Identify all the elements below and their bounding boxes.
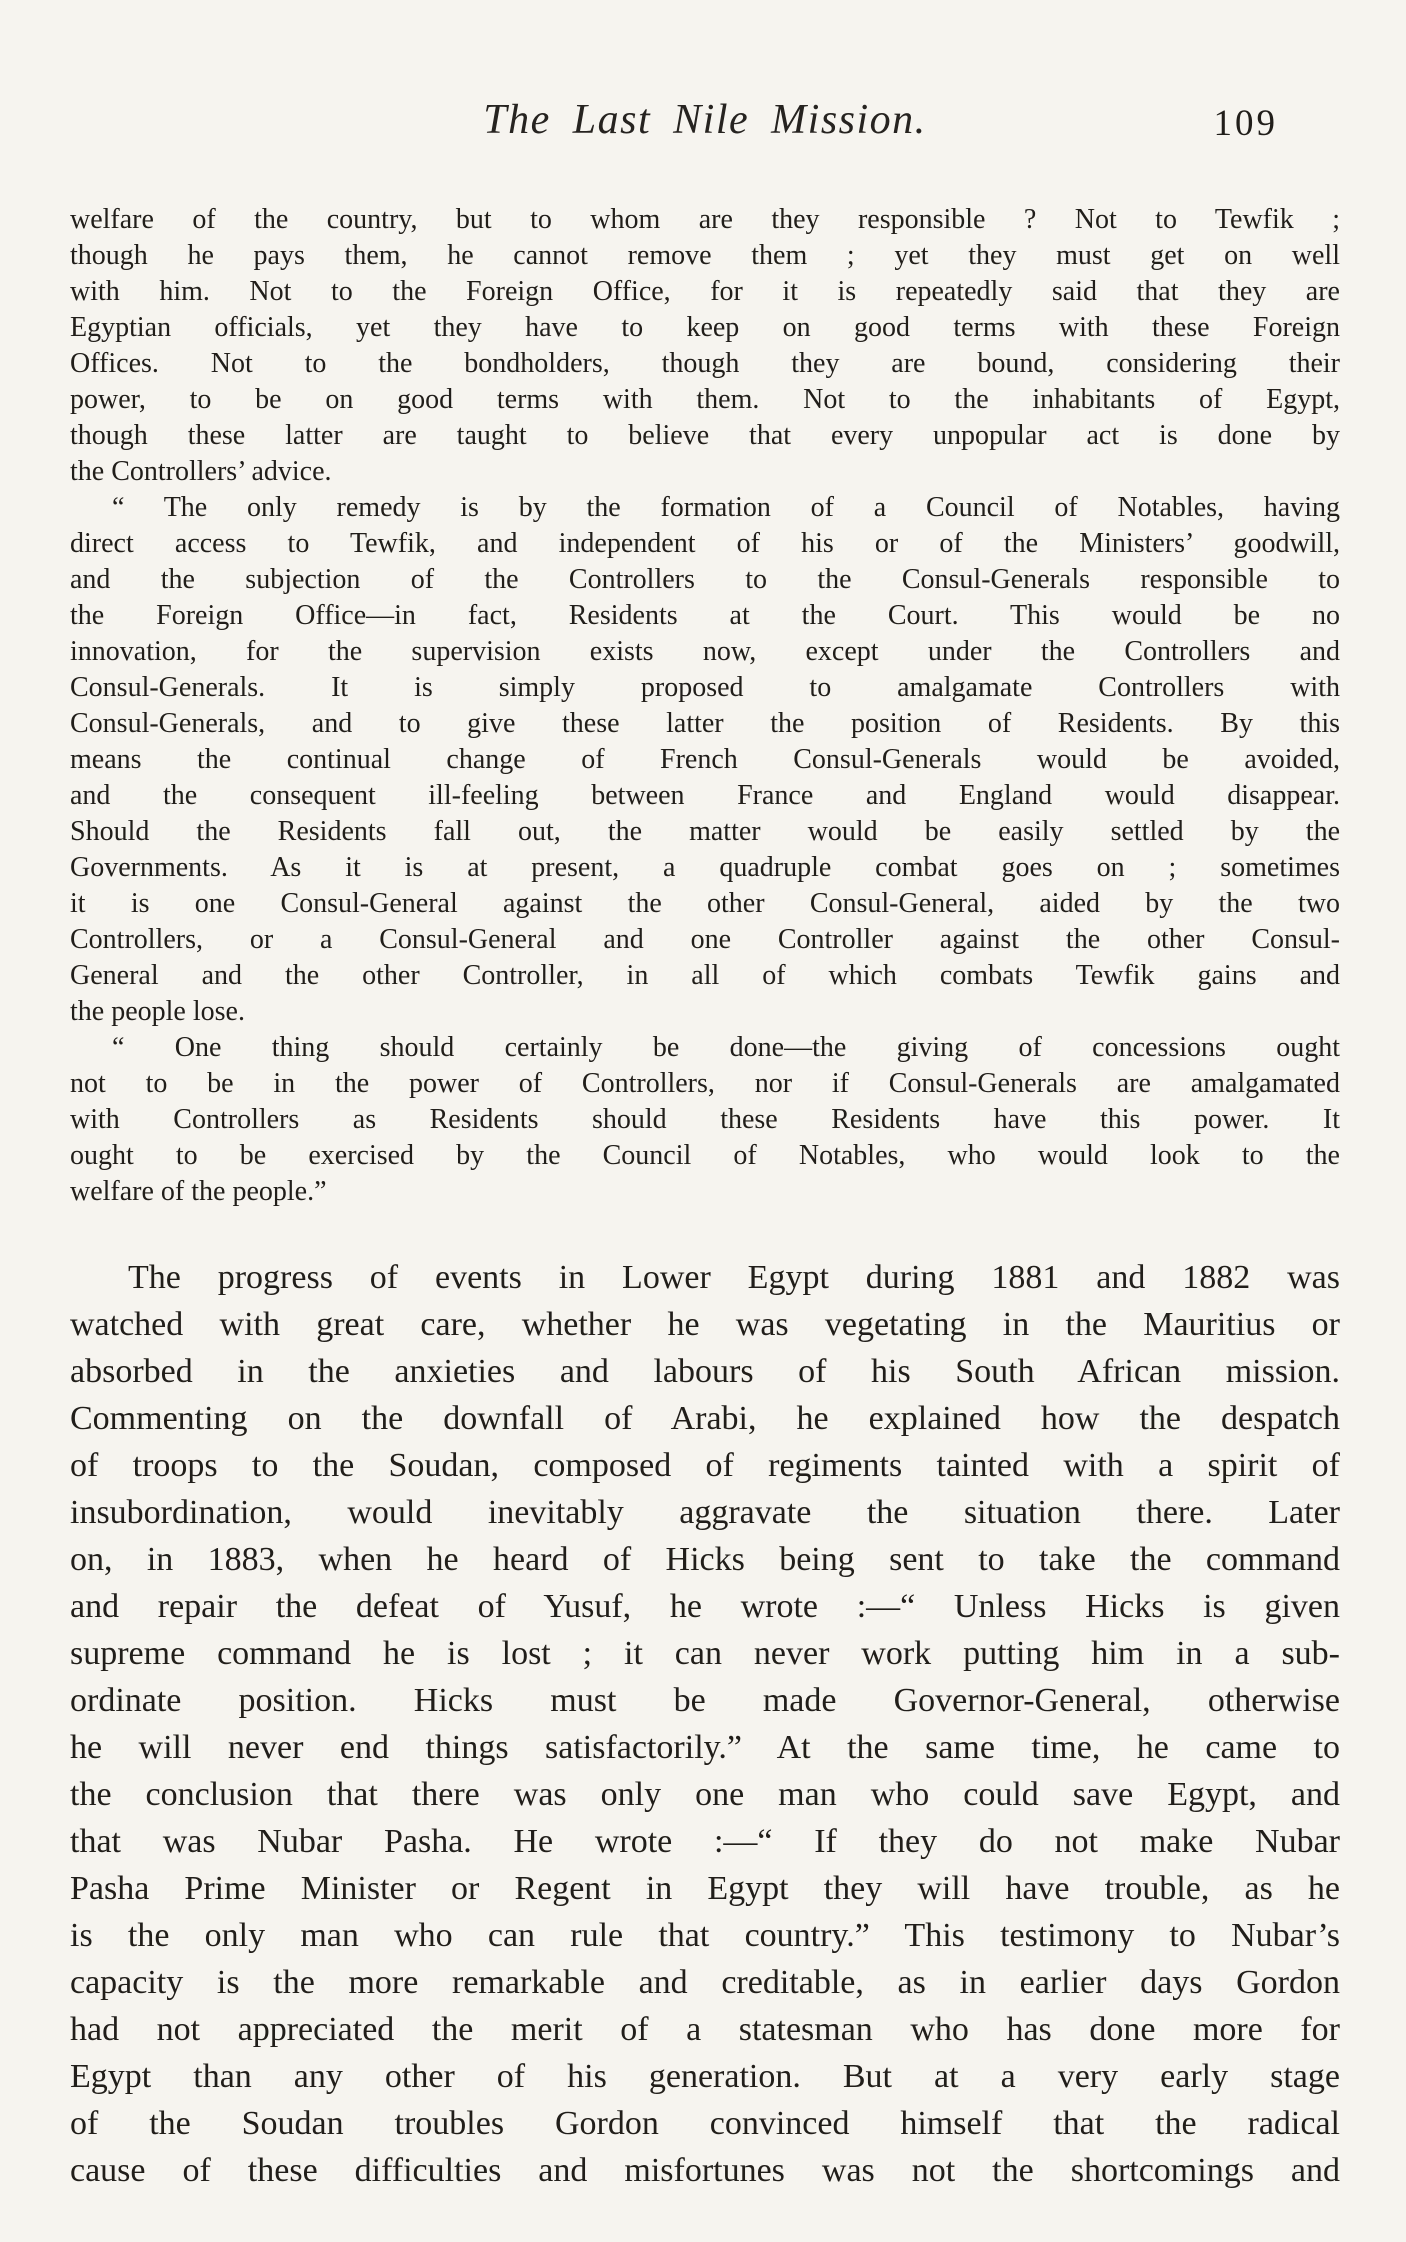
text-line: the people lose.	[70, 996, 245, 1027]
body-text-block	[70, 1254, 1340, 2194]
quoted-excerpt-block	[70, 202, 1340, 1210]
text-line: Pasha Prime Minister or Regent in Egypt they will have trouble, as he	[70, 1870, 1340, 1907]
text-line: absorbed in the anxieties and labours of his South African mission.	[70, 1353, 1340, 1390]
text-line: Governments. As it is at present, a quadruple combat goes on ; sometimes	[70, 852, 1340, 883]
text-line: watched with great care, whether he was vegetating in the Mauritius or	[70, 1306, 1340, 1343]
text-line: innovation, for the supervision exists now, except under the Controllers and	[70, 636, 1340, 667]
text-line: Egypt than any other of his generation. But at a very early stage	[70, 2058, 1340, 2095]
text-line: welfare of the country, but to whom are they responsible ? Not to Tewfik ;	[70, 204, 1340, 235]
text-line: General and the other Controller, in all of which combats Tewfik gains and	[70, 960, 1340, 991]
text-line: he will never end things satisfactorily.” At the same time, he came to	[70, 1729, 1340, 1766]
text-line: means the continual change of French Consul-Generals would be avoided,	[70, 744, 1340, 775]
body-paragraph-1	[70, 1254, 1340, 2194]
text-line: the conclusion that there was only one man who could save Egypt, and	[70, 1776, 1340, 1813]
text-line: of troops to the Soudan, composed of regiments tainted with a spirit of	[70, 1447, 1340, 1484]
running-title: The Last Nile Mission.	[483, 97, 927, 143]
text-line: it is one Consul-General against the other Consul-General, aided by the two	[70, 888, 1340, 919]
text-line: Offices. Not to the bondholders, though they are bound, considering their	[70, 348, 1340, 379]
text-line: not to be in the power of Controllers, nor if Consul-Generals are amalgamated	[70, 1068, 1340, 1099]
text-line: The progress of events in Lower Egypt during 1881 and 1882 was	[128, 1259, 1340, 1296]
text-line: insubordination, would inevitably aggravate the situation there. Later	[70, 1494, 1340, 1531]
text-line: and repair the defeat of Yusuf, he wrote :—“ Unless Hicks is given	[70, 1588, 1340, 1625]
text-line: on, in 1883, when he heard of Hicks being sent to take the command	[70, 1541, 1340, 1578]
page-header	[70, 96, 1340, 154]
excerpt-paragraph-1	[70, 202, 1340, 490]
text-line: Consul-Generals. It is simply proposed to amalgamate Controllers with	[70, 672, 1340, 703]
text-line: had not appreciated the merit of a statesman who has done more for	[70, 2011, 1340, 2048]
excerpt-paragraph-3	[70, 1030, 1340, 1210]
text-line: though these latter are taught to believe that every unpopular act is done by	[70, 420, 1340, 451]
text-line: “ The only remedy is by the formation of a Council of Notables, having	[112, 492, 1340, 523]
text-line: capacity is the more remarkable and creditable, as in earlier days Gordon	[70, 1964, 1340, 2001]
text-line: with him. Not to the Foreign Office, for it is repeatedly said that they are	[70, 276, 1340, 307]
text-line: the Controllers’ advice.	[70, 456, 332, 487]
text-line: Consul-Generals, and to give these latter the position of Residents. By this	[70, 708, 1340, 739]
text-line: direct access to Tewfik, and independent of his or of the Ministers’ goodwill,	[70, 528, 1340, 559]
text-line: supreme command he is lost ; it can never work putting him in a sub-	[70, 1635, 1340, 1672]
text-line: Should the Residents fall out, the matter would be easily settled by the	[70, 816, 1340, 847]
excerpt-paragraph-2	[70, 490, 1340, 1030]
text-line: welfare of the people.”	[70, 1176, 327, 1207]
text-line: power, to be on good terms with them. Not to the inhabitants of Egypt,	[70, 384, 1340, 415]
text-line: “ One thing should certainly be done—the giving of concessions ought	[112, 1032, 1340, 1063]
text-line: of the Soudan troubles Gordon convinced himself that the radical	[70, 2105, 1340, 2142]
text-line: Commenting on the downfall of Arabi, he explained how the despatch	[70, 1400, 1340, 1437]
text-line: the Foreign Office—in fact, Residents at the Court. This would be no	[70, 600, 1340, 631]
text-line: and the consequent ill-feeling between France and England would disappear.	[70, 780, 1340, 811]
text-line: that was Nubar Pasha. He wrote :—“ If they do not make Nubar	[70, 1823, 1340, 1860]
text-line: with Controllers as Residents should these Residents have this power. It	[70, 1104, 1340, 1135]
text-line: Controllers, or a Consul-General and one Controller against the other Consul-	[70, 924, 1340, 955]
text-line: though he pays them, he cannot remove them ; yet they must get on well	[70, 240, 1340, 271]
text-line: ought to be exercised by the Council of Notables, who would look to the	[70, 1140, 1340, 1171]
page-number: 109	[1213, 103, 1278, 144]
text-line: cause of these difficulties and misfortunes was not the shortcomings and	[70, 2152, 1340, 2189]
text-line: and the subjection of the Controllers to the Consul-Generals responsible to	[70, 564, 1340, 595]
text-line: ordinate position. Hicks must be made Governor-General, otherwise	[70, 1682, 1340, 1719]
text-line: Egyptian officials, yet they have to keep on good terms with these Foreign	[70, 312, 1340, 343]
text-line: is the only man who can rule that country.” This testimony to Nubar’s	[70, 1917, 1340, 1954]
